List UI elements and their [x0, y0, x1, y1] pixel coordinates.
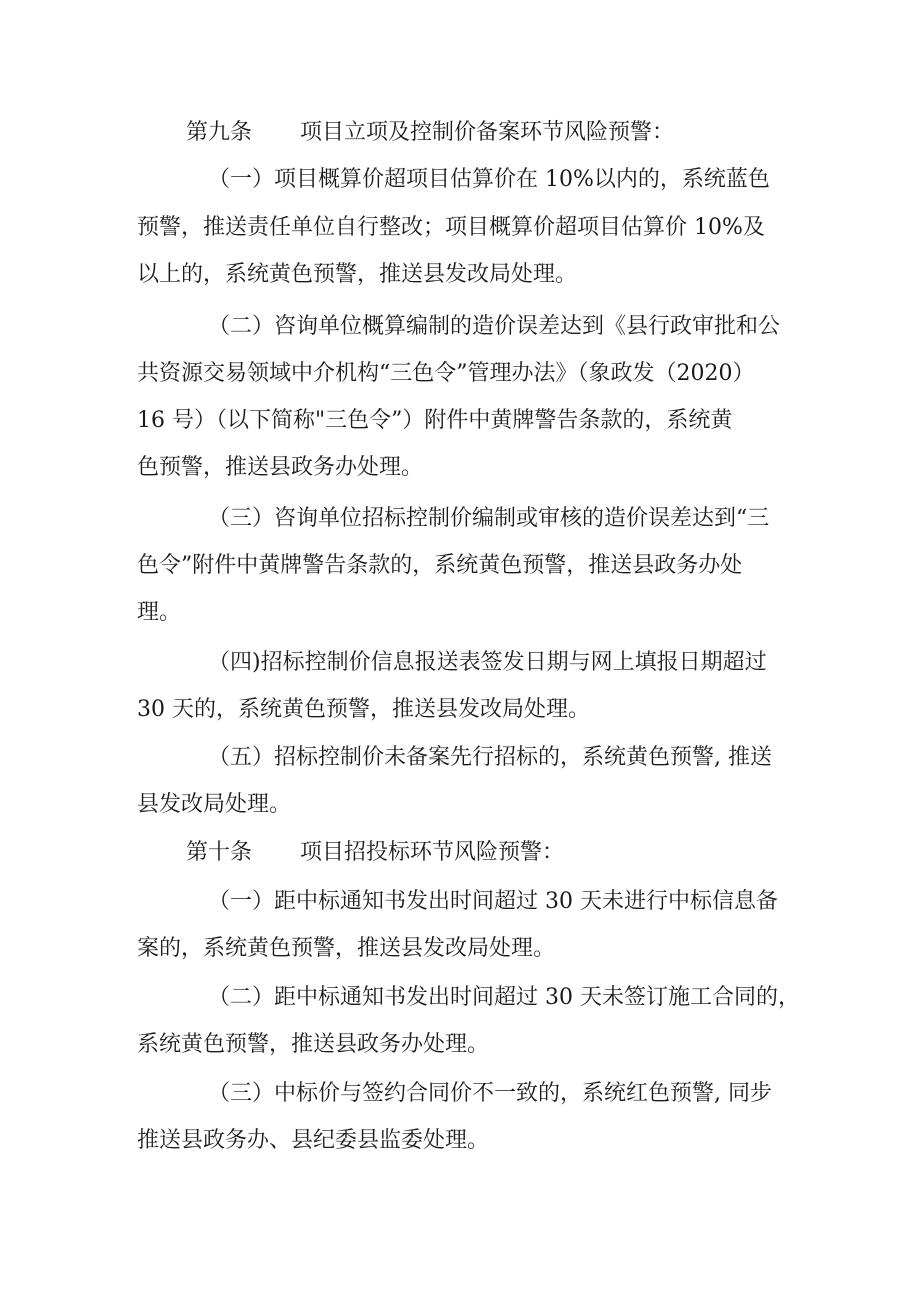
article9-item-1-line-3: 以上的，系统黄色预警，推送县发改局处理。: [137, 262, 578, 287]
article10-heading: [186, 838, 564, 868]
article9-item-3-line-3: 理。: [137, 600, 182, 625]
article9-item-2-line-3: 16 号）（以下简称"三色令”）附件中黄牌警告条款的，系统黄: [137, 408, 733, 433]
article10-item-1-line-1: （一）距中标通知书发出时间超过 30 天未进行中标信息备: [208, 889, 778, 914]
article10-item-1-line-2: 案的，系统黄色预警，推送县发改局处理。: [137, 936, 556, 961]
article10-item-3-line-2: 推送县政务办、县纪委县监委处理。: [137, 1128, 490, 1153]
article9-number: 第九条: [186, 120, 253, 145]
article9-item-1-line-1: （一）项目概算价超项目估算价在 10%以内的，系统蓝色: [208, 167, 770, 192]
article9-item-2-line-2: 共资源交易领域中介机构“三色令”管理办法》（象政发（2020）: [137, 361, 755, 386]
article9-item-2-line-4: 色预警，推送县政务办处理。: [137, 455, 424, 480]
article10-number: 第十条: [186, 840, 253, 865]
article9-item-1-line-2: 预警，推送责任单位自行整改；项目概算价超项目估算价 10%及: [137, 215, 765, 240]
article9-item-4-line-2: 30 天的，系统黄色预警，推送县发改局处理。: [137, 697, 590, 722]
article9-item-3-line-1: （三）咨询单位招标控制价编制或审核的造价误差达到“三: [208, 506, 770, 531]
article9-item-2-line-1: （二）咨询单位概算编制的造价误差达到《县行政审批和公: [208, 314, 781, 339]
article9-item-5-line-2: 县发改局处理。: [137, 792, 292, 817]
article10-item-2-line-2: 系统黄色预警，推送县政务办处理。: [137, 1032, 490, 1057]
article9-item-3-line-2: 色令”附件中黄牌警告条款的，系统黄色预警，推送县政务办处: [137, 553, 743, 578]
article10-item-3-line-1: （三）中标价与签约合同价不一致的，系统红色预警, 同步: [208, 1081, 772, 1106]
article9-item-5-line-1: （五）招标控制价未备案先行招标的，系统黄色预警, 推送: [208, 745, 772, 770]
article9-title: 项目立项及控制价备案环节风险预警：: [300, 120, 675, 145]
article10-item-2-line-1: （二）距中标通知书发出时间超过 30 天未签订施工合同的，: [208, 985, 800, 1010]
article10-title: 项目招投标环节风险预警：: [300, 840, 565, 865]
article9-item-4-line-1: （四)招标控制价信息报送表签发日期与网上填报日期超过: [208, 650, 767, 675]
article9-heading: [186, 118, 674, 148]
